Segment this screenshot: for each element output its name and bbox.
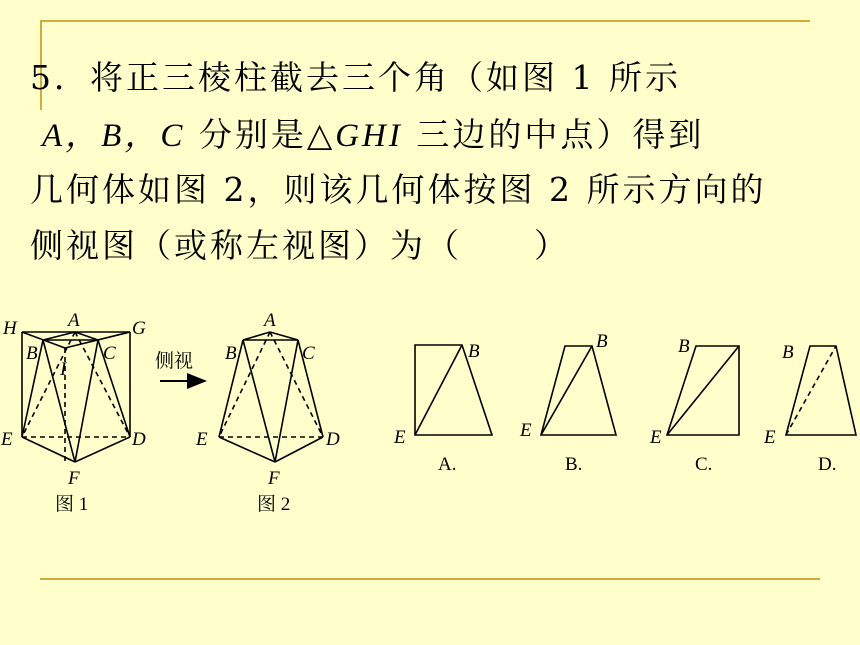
fig2-edge-bf [243, 340, 275, 462]
option-b-label-b: B [596, 331, 608, 352]
fig2-label-f: F [268, 468, 280, 489]
fig2-edge-df [275, 437, 323, 462]
option-d-label-b: B [782, 342, 794, 363]
fig2-label-d: D [326, 429, 340, 450]
fig1-label-h: H [3, 318, 17, 339]
fig2-label-b: B [225, 343, 237, 364]
option-c[interactable] [649, 336, 739, 475]
fig1-label-g: G [132, 318, 146, 339]
fig2-label-a: A [264, 310, 276, 331]
option-b[interactable] [519, 331, 616, 475]
question-vertex-names: A，B，C [42, 118, 186, 154]
question-triangle-name: GHI [335, 118, 403, 154]
fig1-edge-bf [43, 340, 75, 462]
option-b-diagonal [541, 346, 592, 435]
option-b-label-e: E [520, 420, 532, 441]
fig1-edge-ef [22, 437, 75, 462]
fig1-edge-df [75, 437, 130, 462]
option-c-label-e: E [650, 427, 662, 448]
question-line-4-text: 侧视图（或称左视图）为（ ） [30, 226, 570, 265]
side-view-arrow [155, 350, 205, 381]
question-line-2-end: 三边的中点）得到 [402, 115, 705, 154]
option-d-caption: D. [818, 454, 837, 475]
option-a-caption: A. [438, 454, 457, 475]
fig2-edge-ac [270, 332, 298, 340]
option-d[interactable] [763, 342, 856, 475]
fig1-label-c: C [103, 343, 116, 364]
fig1-label-i: I [60, 359, 67, 380]
option-a-diagonal [415, 345, 462, 435]
option-a-label-b: B [468, 341, 480, 362]
fig2-caption: 图 2 [257, 494, 291, 515]
option-a[interactable] [393, 341, 492, 475]
fig1-edge-ab [43, 332, 75, 340]
arrow-label: 侧视 [155, 351, 194, 372]
question-line-3-text: 几何体如图 2，则该几何体按图 2 所示方向的 [30, 170, 767, 209]
option-c-caption: C. [695, 454, 713, 475]
option-a-label-e: E [394, 427, 406, 448]
fig2-label-e: E [196, 429, 208, 450]
fig2-label-c: C [302, 343, 315, 364]
fig2-edge-ef [219, 437, 275, 462]
fig1-label-e: E [1, 429, 13, 450]
fig1-caption: 图 1 [55, 494, 89, 515]
question-line-2-mid: 分别是△ [185, 115, 336, 154]
option-c-diagonal [667, 346, 739, 435]
fig1-edge-ac [75, 332, 98, 340]
option-c-label-b: B [678, 336, 690, 357]
fig1-label-a: A [68, 310, 80, 331]
fig1-edge-cf [75, 340, 98, 462]
fig1-label-d: D [132, 429, 146, 450]
option-b-trapezoid [541, 346, 616, 435]
option-d-label-e: E [764, 427, 776, 448]
fig1-label-b: B [26, 343, 38, 364]
question-line-1-text: 5．将正三棱柱截去三个角（如图 1 所示 [30, 58, 681, 97]
fig2-edge-cf [275, 340, 298, 462]
option-a-trapezoid [415, 345, 492, 435]
option-d-trapezoid [786, 346, 856, 435]
fig2-edge-ab [243, 332, 270, 340]
fig1-label-f: F [68, 468, 80, 489]
option-b-caption: B. [565, 454, 583, 475]
